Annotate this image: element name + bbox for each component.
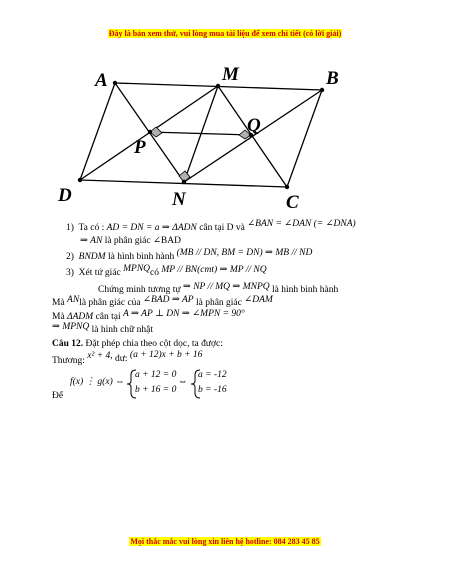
point-N <box>182 180 186 184</box>
math: a = -12 <box>198 370 227 380</box>
label-P: P <box>134 137 146 158</box>
bottom-banner-text: Mọi thắc mắc vui lòng xin liên hệ hotline: 084 283 45 85 <box>130 537 320 546</box>
label-N: N <box>172 189 186 210</box>
segment-DA <box>80 83 115 180</box>
math: MPNQ <box>123 264 151 274</box>
top-banner-text: Đây là bản xem thử, vui lòng mua tài liệu để xem chi tiết (có lời giải) <box>108 29 342 38</box>
segment-BN <box>184 90 322 182</box>
point-A <box>113 81 117 85</box>
point-P <box>148 130 152 134</box>
math: ∠BAD ⇒ AP <box>143 295 194 305</box>
math: ∠DAM <box>244 295 273 305</box>
system-eq-1 <box>135 370 176 381</box>
label-M: M <box>222 64 239 85</box>
proof-line-2 <box>66 248 313 263</box>
system-eq-2 <box>135 385 176 396</box>
remainder-expression: (a + 12)x + b + 16 <box>129 350 203 360</box>
math: ΔADM <box>67 312 94 322</box>
solution-a <box>198 370 227 381</box>
geometry-figure <box>0 0 450 230</box>
text: là phân giác của <box>79 298 141 308</box>
item-number: 2) <box>66 252 74 262</box>
math: ⇒ AN <box>80 236 103 246</box>
divisibility-condition <box>70 377 125 388</box>
point-D <box>78 178 82 182</box>
proof-line-5 <box>52 295 273 309</box>
math: b + 16 = 0 <box>135 385 177 395</box>
text: Mà <box>52 298 65 308</box>
math: AN <box>67 295 80 305</box>
quotient-expression: x² + 4, <box>87 351 113 361</box>
proof-line-1b <box>80 236 181 247</box>
text: cân tại D và <box>199 223 245 233</box>
math: BNDM <box>78 252 106 262</box>
math: ∠BAN = ∠DAN (= ∠DNA) <box>247 219 356 229</box>
quotient-line <box>52 350 203 367</box>
math: (MB // DN, BM = DN) ⇒ MB // ND <box>176 248 313 258</box>
text: là phân giác <box>195 298 242 308</box>
label-Q: Q <box>247 115 261 136</box>
solution-b <box>198 385 227 396</box>
proof-line-7 <box>52 322 153 336</box>
proof-line-4 <box>98 282 339 296</box>
label-A: A <box>95 70 108 91</box>
text: Ta có : <box>78 223 105 233</box>
question-title: Câu 12. <box>52 339 84 349</box>
math: b = -16 <box>198 385 227 395</box>
de-word <box>52 391 63 402</box>
text: là hình chữ nhật <box>91 325 153 335</box>
text: Để <box>52 391 64 401</box>
text: là phân giác ∠BAD <box>104 236 181 246</box>
item-number: 1) <box>66 223 74 233</box>
text: Xét tứ giác <box>78 268 121 278</box>
segment-BC <box>287 90 322 187</box>
label-C: C <box>286 192 299 213</box>
label-D: D <box>58 185 72 206</box>
math: MP // BN(cmt) ⇒ MP // NQ <box>161 265 267 275</box>
remainder-label: dư: <box>114 354 128 364</box>
math: ⇒ MPNQ <box>52 322 90 332</box>
text: cân tại <box>95 312 121 322</box>
text: có <box>150 268 160 278</box>
iff-symbol <box>178 377 188 388</box>
question-text: Đặt phép chia theo cột dọc, ta được: <box>85 339 223 349</box>
point-M <box>216 84 220 88</box>
label-B: B <box>326 68 339 89</box>
text: Mà <box>52 312 65 322</box>
math: A ⇒ AP ⊥ DN ⇒ ∠MPN = 90° <box>123 309 245 319</box>
math: ⇔ <box>178 377 188 387</box>
bottom-banner <box>0 537 450 546</box>
proof-line-3 <box>66 264 267 279</box>
math: f(x) ⋮ g(x) ⇔ <box>70 377 125 387</box>
proof-line-1 <box>66 219 356 234</box>
text: là hình bình hành <box>107 252 175 262</box>
math: AD = DN = a ⇒ ΔADN <box>106 223 197 233</box>
text: là hình bình hành <box>271 285 339 295</box>
point-B <box>320 88 324 92</box>
item-number: 3) <box>66 268 74 278</box>
text: Chứng minh tương tự <box>98 285 181 295</box>
math: ⇒ NP // MQ ⇒ MNPQ <box>182 282 270 292</box>
question-12-heading <box>52 339 223 350</box>
point-C <box>285 185 289 189</box>
math: a + 12 = 0 <box>135 370 177 380</box>
quotient-label: Thương: <box>52 356 85 366</box>
